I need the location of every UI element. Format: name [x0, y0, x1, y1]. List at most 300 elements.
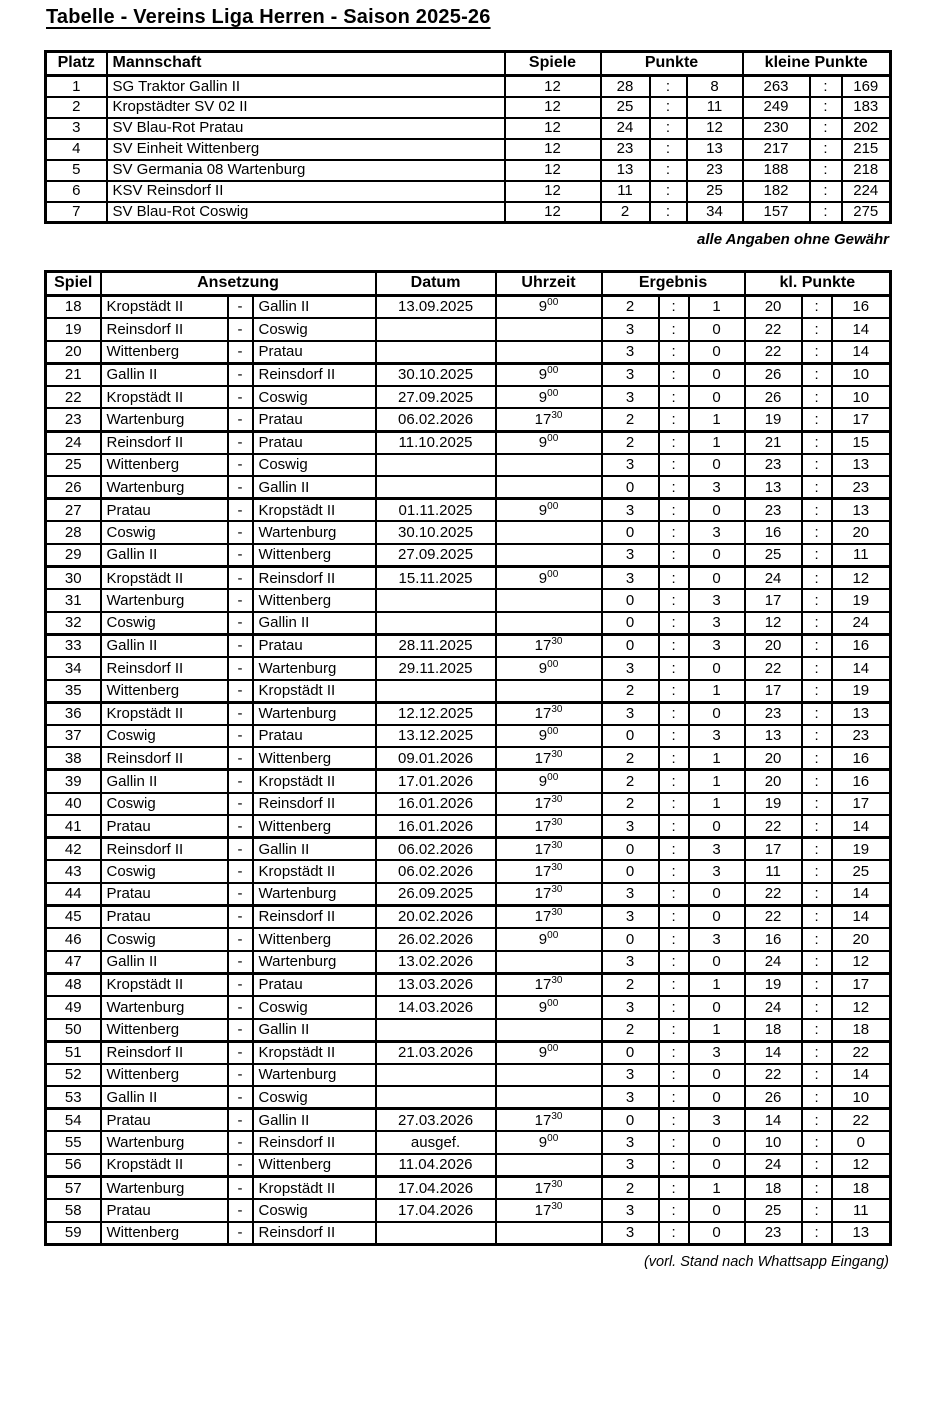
dash-separator: -: [228, 657, 253, 680]
small-points-home-cell: 24: [745, 951, 802, 974]
time-hour: 9: [538, 1044, 548, 1062]
games-played-cell: 12: [505, 160, 601, 181]
result-away-cell: 0: [689, 567, 745, 590]
result-away-cell: 0: [689, 657, 745, 680]
small-points-home-cell: 16: [745, 521, 802, 544]
schedule-row: [46, 589, 891, 612]
rank-cell: 6: [46, 181, 107, 202]
result-away-cell: 1: [689, 296, 745, 319]
time-hour: 17: [534, 1111, 552, 1129]
date-cell: [376, 476, 496, 499]
colon-separator: :: [802, 1154, 832, 1177]
colon-separator: :: [802, 589, 832, 612]
date-cell: 28.11.2025: [376, 634, 496, 657]
small-points-home-cell: 20: [745, 747, 802, 770]
home-team-cell: Kropstädt II: [101, 702, 228, 725]
colon-separator: :: [659, 747, 689, 770]
match-number-cell: 34: [46, 657, 101, 680]
dash-separator: -: [228, 1086, 253, 1109]
home-team-cell: Pratau: [101, 1109, 228, 1132]
colon-separator: :: [659, 702, 689, 725]
time-minutes-superscript: 30: [551, 794, 563, 806]
away-team-cell: Pratau: [253, 725, 376, 748]
small-points-home-cell: 19: [745, 793, 802, 816]
match-number-cell: 39: [46, 770, 101, 793]
date-cell: 06.02.2026: [376, 860, 496, 883]
points-lost-cell: 25: [687, 181, 743, 202]
date-cell: 11.10.2025: [376, 431, 496, 454]
time-hour: 17: [534, 908, 552, 926]
colon-separator: :: [650, 118, 687, 139]
time-cell: [496, 386, 602, 409]
small-points-home-cell: 16: [745, 928, 802, 951]
result-away-cell: 0: [689, 1086, 745, 1109]
schedule-row: [46, 725, 891, 748]
schedule-table: [44, 270, 892, 1246]
match-number-cell: 42: [46, 838, 101, 861]
small-points-away-cell: 12: [832, 996, 891, 1019]
colon-separator: :: [802, 1222, 832, 1245]
colon-separator: :: [802, 973, 832, 996]
colon-separator: :: [802, 454, 832, 477]
schedule-row: [46, 296, 891, 319]
small-points-won-cell: 249: [743, 97, 810, 118]
away-team-cell: Wartenburg: [253, 657, 376, 680]
match-number-cell: 22: [46, 386, 101, 409]
result-home-cell: 0: [602, 1109, 659, 1132]
small-points-away-cell: 24: [832, 612, 891, 635]
small-points-home-cell: 20: [745, 296, 802, 319]
dash-separator: -: [228, 363, 253, 386]
schedule-row: [46, 747, 891, 770]
colon-separator: :: [802, 386, 832, 409]
dash-separator: -: [228, 341, 253, 364]
home-team-cell: Pratau: [101, 499, 228, 522]
away-team-cell: Gallin II: [253, 612, 376, 635]
games-played-cell: 12: [505, 97, 601, 118]
rank-cell: 7: [46, 202, 107, 223]
time-cell: [496, 1154, 602, 1177]
schedule-row: [46, 318, 891, 341]
result-home-cell: 0: [602, 1041, 659, 1064]
colon-separator: :: [659, 1131, 689, 1154]
schedule-row: [46, 928, 891, 951]
date-cell: 16.01.2026: [376, 815, 496, 838]
small-points-away-cell: 17: [832, 793, 891, 816]
result-away-cell: 0: [689, 1199, 745, 1222]
colon-separator: :: [659, 838, 689, 861]
colon-separator: :: [659, 386, 689, 409]
time-minutes-superscript: 30: [551, 884, 563, 896]
small-points-home-cell: 20: [745, 634, 802, 657]
time-cell: [496, 408, 602, 431]
match-number-cell: 26: [46, 476, 101, 499]
colon-separator: :: [802, 860, 832, 883]
colon-separator: :: [650, 76, 687, 97]
result-away-cell: 0: [689, 499, 745, 522]
games-played-cell: 12: [505, 139, 601, 160]
result-away-cell: 1: [689, 793, 745, 816]
time-cell: [496, 612, 602, 635]
schedule-row: [46, 1086, 891, 1109]
small-points-away-cell: 10: [832, 386, 891, 409]
result-away-cell: 0: [689, 363, 745, 386]
colon-separator: :: [659, 928, 689, 951]
colon-separator: :: [810, 97, 842, 118]
schedule-row: [46, 634, 891, 657]
date-cell: 26.09.2025: [376, 883, 496, 906]
small-points-won-cell: 182: [743, 181, 810, 202]
result-home-cell: 3: [602, 702, 659, 725]
colon-separator: :: [659, 363, 689, 386]
colon-separator: :: [802, 363, 832, 386]
home-team-cell: Reinsdorf II: [101, 747, 228, 770]
colon-separator: :: [650, 181, 687, 202]
dash-separator: -: [228, 544, 253, 567]
colon-separator: :: [659, 1177, 689, 1200]
result-away-cell: 1: [689, 770, 745, 793]
rank-cell: 3: [46, 118, 107, 139]
time-hour: 9: [538, 366, 548, 384]
result-home-cell: 0: [602, 612, 659, 635]
small-points-away-cell: 16: [832, 296, 891, 319]
small-points-away-cell: 14: [832, 815, 891, 838]
time-hour: 17: [534, 863, 552, 881]
date-cell: 17.01.2026: [376, 770, 496, 793]
small-points-away-cell: 22: [832, 1109, 891, 1132]
result-home-cell: 0: [602, 589, 659, 612]
schedule-row: [46, 454, 891, 477]
dash-separator: -: [228, 1019, 253, 1042]
date-cell: [376, 341, 496, 364]
col-header-kleine-punkte: kleine Punkte: [743, 52, 891, 76]
schedule-row: [46, 363, 891, 386]
time-cell: [496, 634, 602, 657]
date-cell: 17.04.2026: [376, 1199, 496, 1222]
match-number-cell: 32: [46, 612, 101, 635]
away-team-cell: Gallin II: [253, 296, 376, 319]
schedule-row: [46, 1199, 891, 1222]
schedule-row: [46, 612, 891, 635]
small-points-home-cell: 22: [745, 906, 802, 929]
away-team-cell: Wartenburg: [253, 521, 376, 544]
small-points-away-cell: 11: [832, 544, 891, 567]
away-team-cell: Coswig: [253, 318, 376, 341]
date-cell: 29.11.2025: [376, 657, 496, 680]
away-team-cell: Wittenberg: [253, 928, 376, 951]
time-minutes-superscript: 00: [547, 726, 559, 738]
small-points-home-cell: 22: [745, 341, 802, 364]
time-cell: [496, 838, 602, 861]
games-played-cell: 12: [505, 181, 601, 202]
home-team-cell: Coswig: [101, 725, 228, 748]
match-number-cell: 29: [46, 544, 101, 567]
dash-separator: -: [228, 431, 253, 454]
match-number-cell: 45: [46, 906, 101, 929]
time-cell: [496, 973, 602, 996]
col-header-kl-punkte: kl. Punkte: [745, 272, 891, 296]
date-cell: 17.04.2026: [376, 1177, 496, 1200]
small-points-away-cell: 23: [832, 476, 891, 499]
col-header-platz: Platz: [46, 52, 107, 76]
time-hour: 9: [538, 433, 548, 451]
col-header-punkte: Punkte: [601, 52, 743, 76]
time-cell: [496, 1109, 602, 1132]
schedule-row: [46, 1109, 891, 1132]
match-number-cell: 54: [46, 1109, 101, 1132]
time-cell: [496, 1019, 602, 1042]
away-team-cell: Coswig: [253, 454, 376, 477]
time-minutes-superscript: 30: [551, 839, 563, 851]
points-won-cell: 28: [601, 76, 650, 97]
result-home-cell: 3: [602, 341, 659, 364]
away-team-cell: Wittenberg: [253, 747, 376, 770]
colon-separator: :: [802, 341, 832, 364]
dash-separator: -: [228, 634, 253, 657]
dash-separator: -: [228, 1109, 253, 1132]
home-team-cell: Wittenberg: [101, 680, 228, 703]
result-home-cell: 2: [602, 408, 659, 431]
colon-separator: :: [659, 318, 689, 341]
standings-header-row: [46, 52, 891, 76]
away-team-cell: Reinsdorf II: [253, 567, 376, 590]
small-points-home-cell: 23: [745, 1222, 802, 1245]
date-cell: 16.01.2026: [376, 793, 496, 816]
colon-separator: :: [659, 521, 689, 544]
colon-separator: :: [802, 612, 832, 635]
time-minutes-superscript: 00: [547, 997, 559, 1009]
schedule-row: [46, 1154, 891, 1177]
date-cell: 06.02.2026: [376, 408, 496, 431]
schedule-header-row: [46, 272, 891, 296]
home-team-cell: Reinsdorf II: [101, 318, 228, 341]
time-minutes-superscript: 30: [551, 1110, 563, 1122]
result-home-cell: 3: [602, 499, 659, 522]
small-points-home-cell: 13: [745, 725, 802, 748]
date-cell: 14.03.2026: [376, 996, 496, 1019]
col-header-mannschaft: Mannschaft: [107, 52, 505, 76]
col-header-ergebnis: Ergebnis: [602, 272, 745, 296]
away-team-cell: Gallin II: [253, 1109, 376, 1132]
small-points-home-cell: 17: [745, 680, 802, 703]
points-lost-cell: 13: [687, 139, 743, 160]
result-away-cell: 0: [689, 1154, 745, 1177]
home-team-cell: Wartenburg: [101, 1131, 228, 1154]
colon-separator: :: [802, 634, 832, 657]
time-minutes-superscript: 30: [551, 636, 563, 648]
date-cell: [376, 680, 496, 703]
colon-separator: :: [659, 793, 689, 816]
colon-separator: :: [659, 454, 689, 477]
time-minutes-superscript: 00: [547, 1133, 559, 1145]
schedule-row: [46, 1019, 891, 1042]
small-points-home-cell: 24: [745, 1154, 802, 1177]
match-number-cell: 58: [46, 1199, 101, 1222]
small-points-away-cell: 18: [832, 1019, 891, 1042]
home-team-cell: Reinsdorf II: [101, 1041, 228, 1064]
result-away-cell: 3: [689, 612, 745, 635]
match-number-cell: 41: [46, 815, 101, 838]
colon-separator: :: [659, 883, 689, 906]
result-home-cell: 3: [602, 544, 659, 567]
colon-separator: :: [659, 1019, 689, 1042]
dash-separator: -: [228, 973, 253, 996]
small-points-away-cell: 13: [832, 1222, 891, 1245]
result-home-cell: 3: [602, 363, 659, 386]
date-cell: 09.01.2026: [376, 747, 496, 770]
small-points-home-cell: 19: [745, 408, 802, 431]
time-cell: [496, 318, 602, 341]
time-cell: [496, 589, 602, 612]
small-points-away-cell: 22: [832, 1041, 891, 1064]
away-team-cell: Pratau: [253, 431, 376, 454]
time-cell: [496, 1041, 602, 1064]
small-points-won-cell: 157: [743, 202, 810, 223]
result-away-cell: 0: [689, 996, 745, 1019]
colon-separator: :: [659, 1041, 689, 1064]
home-team-cell: Gallin II: [101, 770, 228, 793]
home-team-cell: Wartenburg: [101, 1177, 228, 1200]
away-team-cell: Pratau: [253, 408, 376, 431]
match-number-cell: 53: [46, 1086, 101, 1109]
result-away-cell: 0: [689, 318, 745, 341]
small-points-home-cell: 12: [745, 612, 802, 635]
result-away-cell: 1: [689, 680, 745, 703]
time-hour: 17: [534, 817, 552, 835]
colon-separator: :: [659, 906, 689, 929]
colon-separator: :: [659, 1064, 689, 1087]
time-hour: 9: [538, 388, 548, 406]
result-home-cell: 0: [602, 838, 659, 861]
result-home-cell: 3: [602, 951, 659, 974]
away-team-cell: Coswig: [253, 386, 376, 409]
colon-separator: :: [659, 499, 689, 522]
small-points-away-cell: 16: [832, 747, 891, 770]
date-cell: [376, 1086, 496, 1109]
away-team-cell: Kropstädt II: [253, 680, 376, 703]
time-cell: [496, 860, 602, 883]
small-points-home-cell: 26: [745, 386, 802, 409]
schedule-row: [46, 770, 891, 793]
small-points-away-cell: 10: [832, 1086, 891, 1109]
page-title: Tabelle - Vereins Liga Herren - Saison 2025-26: [46, 6, 491, 28]
small-points-away-cell: 11: [832, 1199, 891, 1222]
time-hour: 17: [534, 410, 552, 428]
small-points-home-cell: 24: [745, 996, 802, 1019]
colon-separator: :: [659, 1086, 689, 1109]
colon-separator: :: [802, 521, 832, 544]
home-team-cell: Wittenberg: [101, 1019, 228, 1042]
small-points-away-cell: 15: [832, 431, 891, 454]
date-cell: 13.03.2026: [376, 973, 496, 996]
colon-separator: :: [659, 296, 689, 319]
colon-separator: :: [802, 951, 832, 974]
dash-separator: -: [228, 1131, 253, 1154]
small-points-home-cell: 18: [745, 1177, 802, 1200]
date-cell: [376, 1064, 496, 1087]
result-away-cell: 0: [689, 815, 745, 838]
result-away-cell: 0: [689, 1131, 745, 1154]
match-number-cell: 31: [46, 589, 101, 612]
colon-separator: :: [802, 996, 832, 1019]
away-team-cell: Kropstädt II: [253, 499, 376, 522]
result-away-cell: 1: [689, 408, 745, 431]
dash-separator: -: [228, 318, 253, 341]
schedule-row: [46, 680, 891, 703]
colon-separator: :: [659, 860, 689, 883]
time-cell: [496, 1222, 602, 1245]
colon-separator: :: [802, 883, 832, 906]
time-hour: 9: [538, 727, 548, 745]
home-team-cell: Wartenburg: [101, 476, 228, 499]
match-number-cell: 52: [46, 1064, 101, 1087]
small-points-home-cell: 24: [745, 567, 802, 590]
small-points-home-cell: 18: [745, 1019, 802, 1042]
home-team-cell: Reinsdorf II: [101, 431, 228, 454]
match-number-cell: 49: [46, 996, 101, 1019]
time-minutes-superscript: 00: [547, 658, 559, 670]
home-team-cell: Coswig: [101, 928, 228, 951]
match-number-cell: 27: [46, 499, 101, 522]
colon-separator: :: [659, 431, 689, 454]
small-points-lost-cell: 218: [842, 160, 891, 181]
result-home-cell: 3: [602, 1086, 659, 1109]
match-number-cell: 48: [46, 973, 101, 996]
small-points-home-cell: 17: [745, 589, 802, 612]
result-away-cell: 0: [689, 951, 745, 974]
away-team-cell: Reinsdorf II: [253, 363, 376, 386]
time-minutes-superscript: 30: [551, 409, 563, 421]
date-cell: 30.10.2025: [376, 363, 496, 386]
result-away-cell: 3: [689, 1041, 745, 1064]
col-header-datum: Datum: [376, 272, 496, 296]
home-team-cell: Kropstädt II: [101, 973, 228, 996]
dash-separator: -: [228, 386, 253, 409]
result-away-cell: 0: [689, 906, 745, 929]
small-points-away-cell: 13: [832, 499, 891, 522]
small-points-away-cell: 19: [832, 680, 891, 703]
home-team-cell: Coswig: [101, 860, 228, 883]
team-name-cell: SV Einheit Wittenberg: [107, 139, 505, 160]
away-team-cell: Gallin II: [253, 838, 376, 861]
home-team-cell: Kropstädt II: [101, 386, 228, 409]
date-cell: 27.09.2025: [376, 544, 496, 567]
small-points-lost-cell: 183: [842, 97, 891, 118]
small-points-away-cell: 16: [832, 634, 891, 657]
colon-separator: :: [659, 725, 689, 748]
small-points-away-cell: 14: [832, 1064, 891, 1087]
result-home-cell: 3: [602, 996, 659, 1019]
time-minutes-superscript: 00: [547, 1043, 559, 1055]
schedule-row: [46, 883, 891, 906]
colon-separator: :: [802, 1131, 832, 1154]
colon-separator: :: [802, 793, 832, 816]
schedule-row: [46, 408, 891, 431]
small-points-away-cell: 18: [832, 1177, 891, 1200]
points-lost-cell: 11: [687, 97, 743, 118]
schedule-row: [46, 431, 891, 454]
colon-separator: :: [659, 544, 689, 567]
date-cell: [376, 1222, 496, 1245]
small-points-away-cell: 20: [832, 521, 891, 544]
result-away-cell: 0: [689, 341, 745, 364]
colon-separator: :: [659, 1154, 689, 1177]
small-points-home-cell: 22: [745, 1064, 802, 1087]
match-number-cell: 56: [46, 1154, 101, 1177]
dash-separator: -: [228, 725, 253, 748]
home-team-cell: Pratau: [101, 1199, 228, 1222]
points-won-cell: 13: [601, 160, 650, 181]
